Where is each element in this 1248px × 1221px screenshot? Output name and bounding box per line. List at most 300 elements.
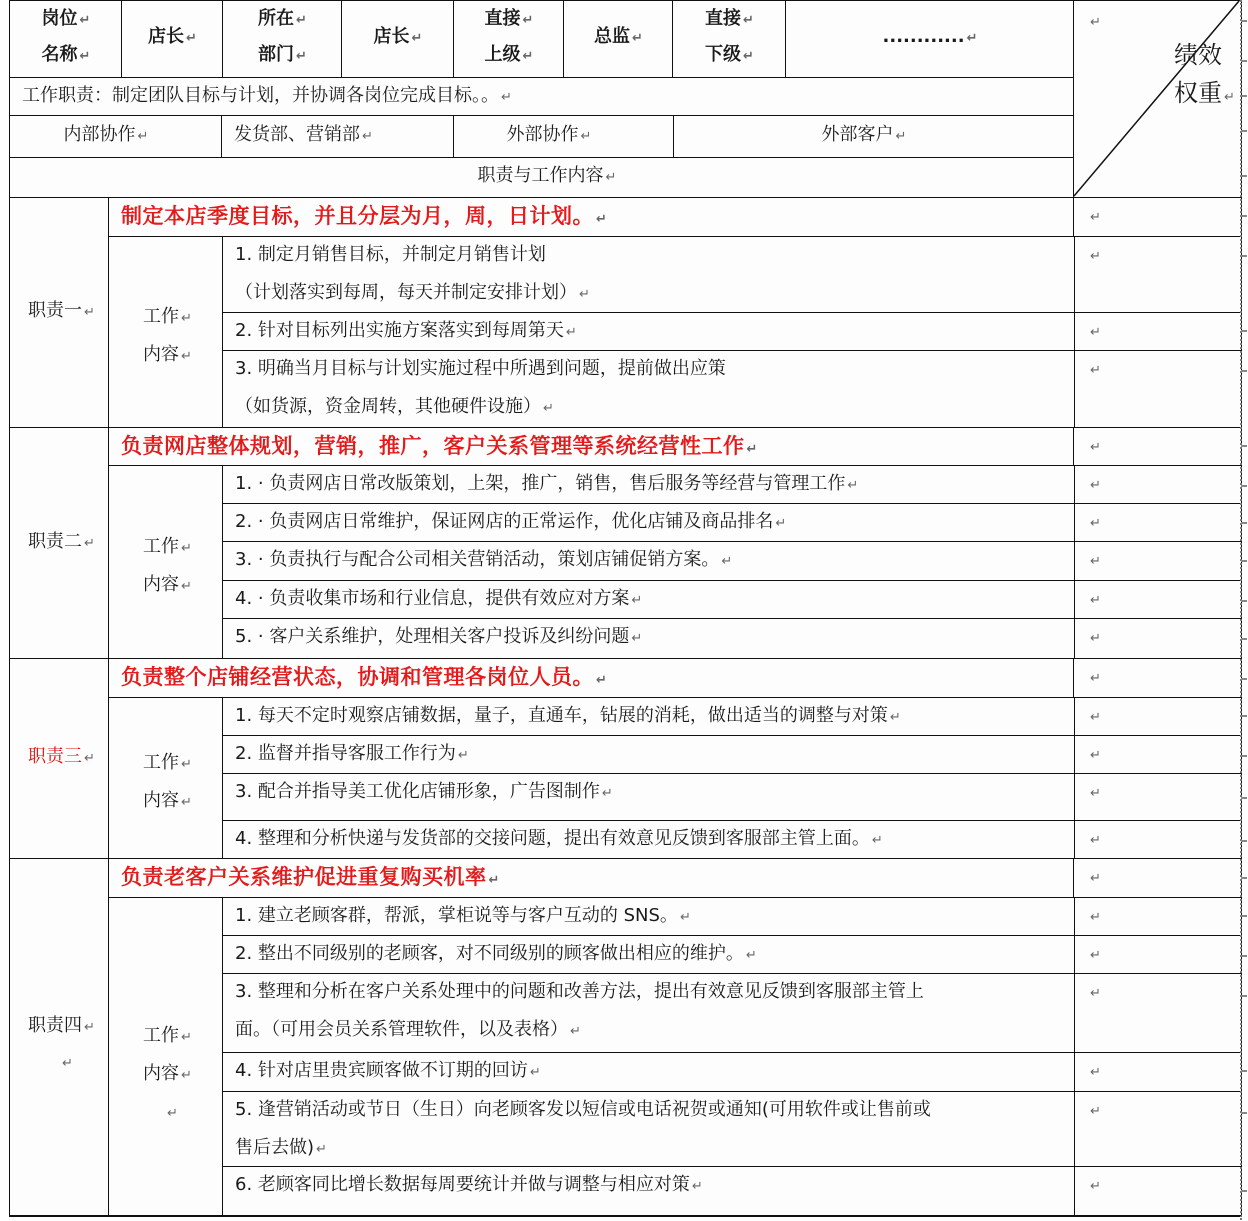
weight-input-cell[interactable] bbox=[1073, 541, 1242, 582]
duty-item-line-text: 2. 针对目标列出实施方案落实到每周第天 bbox=[235, 320, 564, 341]
work-content-label-cell bbox=[108, 897, 224, 1217]
duty-item-line bbox=[235, 589, 642, 611]
header-label bbox=[42, 9, 91, 31]
duty-item-line bbox=[235, 1100, 931, 1120]
paragraph-mark-icon: ↵ bbox=[1090, 249, 1101, 264]
section-title-cell bbox=[108, 858, 1075, 899]
row-marker-icon bbox=[1241, 445, 1247, 447]
job-duty-text bbox=[22, 86, 512, 108]
external-coop-label bbox=[507, 125, 592, 147]
paragraph-mark-icon: ↵ bbox=[743, 13, 754, 28]
weight-value bbox=[1088, 245, 1101, 267]
paragraph-mark-icon: ↵ bbox=[1090, 1179, 1101, 1194]
weight-input-cell[interactable] bbox=[1073, 236, 1242, 314]
weight-value bbox=[1088, 1061, 1101, 1083]
duty-item-line-text: 4. · 负责收集市场和行业信息，提供有效应对方案 bbox=[235, 588, 630, 609]
duty-item-cell bbox=[222, 1166, 1075, 1217]
paragraph-mark-icon: ↵ bbox=[137, 129, 149, 144]
duty-item-line-text: 4. 整理和分析快递与发货部的交接问题，提出有效意见反馈到客服部主管上面。 bbox=[235, 828, 870, 849]
work-content-label bbox=[143, 791, 192, 813]
paragraph-mark-icon: ↵ bbox=[966, 31, 978, 46]
work-content-label-cell bbox=[108, 236, 224, 429]
paragraph-mark-icon: ↵ bbox=[1090, 948, 1101, 963]
paragraph-mark-icon: ↵ bbox=[1090, 910, 1101, 925]
duty-item-cell bbox=[222, 897, 1075, 937]
duty-item-line-text: 1. 每天不定时观察店铺数据，量子，直通车，钻展的消耗，做出适当的调整与对策 bbox=[235, 705, 888, 726]
header-label bbox=[705, 45, 754, 67]
duty-item-line-text: 6. 老顾客同比增长数据每周要统计并做与调整与相应对策 bbox=[235, 1174, 690, 1195]
paragraph-mark-icon: ↵ bbox=[186, 31, 197, 46]
weight-value bbox=[1088, 982, 1101, 1004]
duty-item-cell bbox=[222, 236, 1075, 314]
paragraph-mark-icon: ↵ bbox=[1090, 631, 1101, 646]
work-content-label-text: 工作 bbox=[143, 751, 179, 773]
work-content-label-text: 内容 bbox=[143, 1063, 179, 1084]
paragraph-mark-icon: ↵ bbox=[1090, 1104, 1101, 1119]
duty-item-line-text: 3. 配合并指导美工优化店铺形象，广告图制作 bbox=[235, 781, 600, 802]
row-marker-icon bbox=[1241, 840, 1247, 842]
coop-cell-internal-coop-value bbox=[221, 115, 455, 159]
duty-item-line bbox=[235, 1061, 541, 1083]
section-title-text: 负责整个店铺经营状态，协调和管理各岗位人员。 bbox=[121, 665, 594, 689]
paragraph-mark-icon: ↵ bbox=[84, 1019, 95, 1035]
section-title-cell bbox=[108, 197, 1075, 238]
duty-item-line bbox=[235, 829, 883, 851]
paragraph-mark-icon: ↵ bbox=[679, 910, 691, 925]
paragraph-mark-icon: ↵ bbox=[596, 673, 608, 688]
paragraph-mark-icon: ↵ bbox=[746, 442, 758, 457]
paragraph-mark-icon: ↵ bbox=[1090, 786, 1101, 801]
duty-item-line-text: 2. · 负责网店日常维护，保证网店的正常运作，优化店铺及商品排名 bbox=[235, 511, 774, 532]
weight-input-cell[interactable] bbox=[1073, 935, 1242, 975]
duty-item-cell bbox=[222, 312, 1075, 352]
paragraph-mark-icon: ↵ bbox=[1090, 554, 1101, 569]
paragraph-mark-icon: ↵ bbox=[1090, 363, 1101, 378]
work-content-label bbox=[143, 307, 192, 329]
paragraph-mark-icon: ↵ bbox=[1090, 210, 1101, 225]
duty-item-line-text: 1. 制定月销售目标，并制定月销售计划 bbox=[235, 244, 546, 265]
weight-header-cell bbox=[1073, 0, 1242, 199]
header-label-text: 部门 bbox=[258, 44, 295, 65]
job-duty-text-text: 工作职责：制定团队目标与计划，并协调各岗位完成目标。。 bbox=[22, 85, 499, 106]
paragraph-mark-icon: ↵ bbox=[181, 1030, 192, 1045]
row-marker-icon bbox=[1241, 995, 1247, 997]
row-marker-icon bbox=[1241, 638, 1247, 640]
header-cell-0 bbox=[9, 0, 123, 79]
work-content-label bbox=[143, 1064, 192, 1086]
row-marker-icon bbox=[1241, 877, 1247, 879]
paragraph-mark-icon: ↵ bbox=[1224, 90, 1235, 105]
paragraph-mark-icon: ↵ bbox=[84, 535, 95, 551]
duty-item-cell bbox=[222, 465, 1075, 505]
header-label bbox=[374, 27, 423, 49]
weight-value bbox=[1088, 359, 1101, 381]
duty-item-line-text: （如货源，资金周转，其他硬件设施） bbox=[235, 396, 541, 417]
weight-input-cell[interactable] bbox=[1073, 312, 1242, 352]
duty-item-line-text: 面。（可用会员关系管理软件，以及表格） bbox=[235, 1019, 568, 1040]
duty-item-cell bbox=[222, 973, 1075, 1054]
paragraph-mark-icon: ↵ bbox=[1090, 325, 1101, 340]
paragraph-mark-icon: ↵ bbox=[596, 212, 608, 227]
paragraph-mark-icon: ↵ bbox=[1090, 593, 1101, 608]
paragraph-mark-icon: ↵ bbox=[601, 786, 613, 801]
section-name bbox=[28, 747, 95, 769]
header-cell-1 bbox=[121, 0, 224, 79]
weight-input-cell[interactable] bbox=[1073, 773, 1242, 822]
section-header-text-text: 职责与工作内容 bbox=[477, 165, 604, 186]
row-marker-icon bbox=[1241, 1112, 1247, 1114]
page-margin-line bbox=[1240, 0, 1242, 1220]
duty-item-line-text: 3. 明确当月目标与计划实施过程中所遇到问题，提前做出应策 bbox=[235, 358, 726, 379]
weight-header-line2-text: 权重 bbox=[1174, 79, 1222, 107]
header-label-text: 直接 bbox=[705, 8, 742, 29]
weight-value bbox=[1088, 667, 1101, 689]
paragraph-mark-icon: ↵ bbox=[580, 129, 592, 144]
duty-item-line bbox=[235, 1020, 581, 1042]
section-title bbox=[121, 204, 607, 232]
row-marker-icon bbox=[1241, 175, 1247, 177]
work-content-extra-mark bbox=[165, 1102, 178, 1124]
header-cell-7 bbox=[785, 0, 1075, 79]
duty-item-cell bbox=[222, 541, 1075, 582]
row-marker-icon bbox=[1241, 1190, 1247, 1192]
work-content-label-text: 内容 bbox=[143, 343, 179, 365]
section-name-cell bbox=[9, 858, 110, 1217]
section-name-text: 职责四 bbox=[28, 1014, 82, 1036]
duty-item-cell bbox=[222, 697, 1075, 737]
header-cell-6 bbox=[672, 0, 787, 79]
work-content-label-text: 工作 bbox=[143, 535, 179, 557]
weight-value bbox=[1088, 782, 1101, 804]
paragraph-mark-icon: ↵ bbox=[1090, 871, 1101, 886]
work-content-label bbox=[143, 575, 192, 597]
weight-value bbox=[1088, 829, 1101, 851]
weight-value bbox=[1088, 867, 1101, 889]
duty-item-line-text: 3. · 负责执行与配合公司相关营销活动，策划店铺促销方案。 bbox=[235, 549, 720, 570]
header-label bbox=[148, 27, 197, 49]
paragraph-mark-icon: ↵ bbox=[1090, 671, 1101, 686]
duty-item-line-text: 1. 建立老顾客群，帮派，掌柜说等与客户互动的 SNS。 bbox=[235, 905, 678, 926]
work-content-label bbox=[143, 537, 192, 559]
duty-item-line bbox=[235, 397, 554, 419]
section-name bbox=[28, 1016, 95, 1038]
duty-item-line bbox=[235, 906, 691, 928]
next-row-edge bbox=[9, 1215, 1241, 1221]
weight-value bbox=[1088, 512, 1101, 534]
section-title bbox=[121, 665, 607, 693]
weight-input-cell[interactable] bbox=[1073, 697, 1242, 737]
header-label bbox=[42, 45, 91, 67]
work-content-label bbox=[143, 1026, 192, 1048]
external-coop-label-text: 外部协作 bbox=[506, 124, 579, 145]
section-name-text: 职责三 bbox=[28, 746, 82, 767]
weight-input-cell[interactable] bbox=[1073, 735, 1242, 775]
weight-value bbox=[1088, 944, 1101, 966]
row-marker-icon bbox=[1241, 255, 1247, 257]
row-marker-icon bbox=[1241, 715, 1247, 717]
paragraph-mark-icon: ↵ bbox=[79, 13, 91, 28]
section-title bbox=[121, 865, 500, 893]
paragraph-mark-icon: ↵ bbox=[889, 710, 901, 725]
row-marker-icon bbox=[1241, 915, 1247, 917]
weight-input-cell[interactable] bbox=[1073, 1091, 1242, 1168]
section-title-text: 负责网店整体规划，营销，推广，客户关系管理等系统经营性工作 bbox=[121, 434, 745, 458]
paragraph-mark-icon: ↵ bbox=[181, 578, 192, 594]
work-content-label-text: 工作 bbox=[143, 1025, 179, 1046]
duty-item-line-text: 1. · 负责网店日常改版策划，上架，推广，销售，售后服务等经营与管理工作 bbox=[235, 473, 846, 494]
duty-item-cell bbox=[222, 1052, 1075, 1093]
weight-input-cell[interactable] bbox=[1073, 197, 1242, 238]
paragraph-mark-icon: ↵ bbox=[1090, 710, 1101, 725]
header-label-text: 岗位 bbox=[41, 8, 78, 29]
row-marker-icon bbox=[1241, 797, 1247, 799]
duty-item-cell bbox=[222, 580, 1075, 620]
duty-item-line-text: （计划落实到每周，每天并制定安排计划） bbox=[235, 282, 577, 303]
header-cell-5 bbox=[563, 0, 674, 79]
section-name bbox=[28, 301, 95, 323]
paragraph-mark-icon: ↵ bbox=[1090, 516, 1101, 531]
row-marker-icon bbox=[1241, 522, 1247, 524]
duty-item-cell bbox=[222, 820, 1075, 860]
paragraph-mark-icon: ↵ bbox=[631, 593, 643, 608]
duty-item-cell bbox=[222, 773, 1075, 822]
weight-input-cell[interactable] bbox=[1073, 465, 1242, 505]
section-name-text: 职责二 bbox=[28, 530, 82, 552]
work-content-label bbox=[143, 345, 192, 367]
paragraph-mark-icon: ↵ bbox=[181, 540, 192, 556]
paragraph-mark-icon: ↵ bbox=[167, 1106, 178, 1121]
duty-item-cell bbox=[222, 503, 1075, 543]
internal-coop-value-text: 发货部、营销部 bbox=[234, 124, 360, 145]
header-label-text: 上级 bbox=[484, 44, 521, 65]
paragraph-mark-icon-text: ↵ bbox=[1090, 15, 1101, 30]
section-header-text bbox=[478, 166, 617, 188]
row-marker-icon bbox=[1241, 215, 1247, 217]
section-title bbox=[121, 434, 758, 462]
duty-item-cell bbox=[222, 1091, 1075, 1168]
section-title-cell bbox=[108, 427, 1075, 467]
paragraph-mark-icon: ↵ bbox=[529, 1065, 541, 1080]
weight-input-cell[interactable] bbox=[1073, 858, 1242, 899]
row-marker-icon bbox=[1241, 678, 1247, 680]
weight-input-cell[interactable] bbox=[1073, 618, 1242, 660]
paragraph-mark-icon: ↵ bbox=[181, 310, 192, 326]
paragraph-mark-icon: ↵ bbox=[775, 516, 787, 531]
paragraph-mark-icon: ↵ bbox=[79, 49, 91, 64]
paragraph-mark-icon: ↵ bbox=[570, 1024, 581, 1039]
paragraph-mark-icon: ↵ bbox=[1090, 1065, 1101, 1080]
header-label-text: ............ bbox=[882, 26, 965, 47]
paragraph-mark-icon: ↵ bbox=[847, 478, 859, 493]
duty-item-cell bbox=[222, 618, 1075, 660]
weight-value bbox=[1088, 744, 1101, 766]
duty-item-line bbox=[235, 1138, 327, 1160]
paragraph-mark-icon: ↵ bbox=[181, 794, 192, 810]
header-label bbox=[485, 9, 534, 31]
paragraph-mark-icon: ↵ bbox=[181, 348, 192, 364]
weight-input-cell[interactable] bbox=[1073, 658, 1242, 699]
weight-input-cell[interactable] bbox=[1073, 580, 1242, 620]
duty-item-line bbox=[235, 321, 577, 343]
duty-item-line bbox=[235, 512, 786, 534]
duty-item-line bbox=[235, 1175, 703, 1197]
header-label-text: 下级 bbox=[705, 44, 742, 65]
section-header-row bbox=[9, 157, 1075, 199]
paragraph-mark-icon: ↵ bbox=[522, 49, 534, 64]
row-marker-icon bbox=[1241, 955, 1247, 957]
weight-value bbox=[1088, 1100, 1101, 1122]
header-label-text: 店长 bbox=[373, 26, 410, 47]
paragraph-mark-icon: ↵ bbox=[362, 129, 373, 144]
weight-value bbox=[1088, 436, 1101, 458]
header-label bbox=[258, 9, 307, 31]
paragraph-mark-icon: ↵ bbox=[1090, 440, 1101, 455]
coop-cell-internal-coop-label bbox=[9, 115, 223, 159]
duty-item-line-text: 售后去做) bbox=[235, 1137, 315, 1158]
weight-value bbox=[1088, 206, 1101, 228]
duty-item-line-text: 2. 整出不同级别的老顾客，对不同级别的顾客做出相应的维护。 bbox=[235, 943, 744, 964]
header-label bbox=[485, 45, 534, 67]
header-label bbox=[883, 27, 978, 49]
external-coop-value bbox=[822, 125, 907, 147]
section-title-cell bbox=[108, 658, 1075, 699]
weight-value bbox=[1088, 474, 1101, 496]
paragraph-mark-icon: ↵ bbox=[62, 1055, 73, 1071]
paragraph-mark-icon: ↵ bbox=[745, 948, 757, 963]
duty-item-cell bbox=[222, 350, 1075, 429]
header-label-text: 所在 bbox=[258, 8, 295, 29]
weight-value bbox=[1088, 706, 1101, 728]
header-label-text: 店长 bbox=[148, 26, 185, 47]
header-label bbox=[594, 27, 643, 49]
paragraph-mark-icon: ↵ bbox=[871, 833, 883, 848]
paragraph-mark-icon: ↵ bbox=[579, 287, 590, 302]
coop-cell-external-coop-label bbox=[453, 115, 675, 159]
internal-coop-label-text: 内部协作 bbox=[63, 124, 136, 145]
row-marker-icon bbox=[1241, 20, 1247, 22]
row-marker-icon bbox=[1241, 755, 1247, 757]
row-marker-icon bbox=[1241, 330, 1247, 332]
paragraph-mark-icon: ↵ bbox=[631, 631, 643, 646]
row-marker-icon bbox=[1241, 560, 1247, 562]
paragraph-mark-icon: ↵ bbox=[501, 90, 512, 105]
duty-item-cell bbox=[222, 735, 1075, 775]
work-content-label-cell bbox=[108, 697, 224, 860]
work-content-label-cell bbox=[108, 465, 224, 660]
duty-item-line bbox=[235, 706, 901, 728]
weight-input-cell[interactable] bbox=[1073, 350, 1242, 429]
weight-input-cell[interactable] bbox=[1073, 503, 1242, 543]
header-label-text: 名称 bbox=[41, 44, 78, 65]
paragraph-mark-icon: ↵ bbox=[1090, 478, 1101, 493]
weight-input-cell[interactable] bbox=[1073, 820, 1242, 860]
duty-item-cell bbox=[222, 935, 1075, 975]
row-marker-icon bbox=[1241, 130, 1247, 132]
weight-value bbox=[1088, 550, 1101, 572]
paragraph-mark-icon: ↵ bbox=[316, 1142, 327, 1157]
section-name-cell bbox=[9, 197, 110, 429]
weight-input-cell[interactable] bbox=[1073, 973, 1242, 1054]
work-content-label bbox=[143, 753, 192, 775]
paragraph-mark-icon: ↵ bbox=[181, 756, 192, 772]
weight-header-line1 bbox=[1174, 41, 1222, 69]
internal-coop-value bbox=[234, 125, 373, 147]
paragraph-mark-icon: ↵ bbox=[721, 554, 733, 569]
paragraph-mark-icon: ↵ bbox=[691, 1179, 703, 1194]
paragraph-mark-icon: ↵ bbox=[84, 305, 95, 320]
section-name bbox=[28, 532, 95, 554]
header-label-text: 总监 bbox=[594, 26, 631, 47]
section-name-cell bbox=[9, 658, 110, 860]
paragraph-mark-icon: ↵ bbox=[1090, 833, 1101, 848]
work-content-label-text: 工作 bbox=[143, 305, 179, 327]
weight-header-line1-text: 绩效 bbox=[1174, 41, 1222, 69]
header-cell-2 bbox=[222, 0, 343, 79]
duty-item-line bbox=[235, 474, 858, 496]
paragraph-mark-icon: ↵ bbox=[411, 31, 423, 46]
duty-item-line bbox=[235, 944, 757, 966]
weight-value bbox=[1088, 589, 1101, 611]
header-label-text: 直接 bbox=[484, 8, 521, 29]
duty-item-line bbox=[235, 550, 732, 572]
weight-value bbox=[1088, 1175, 1101, 1197]
paragraph-mark-icon: ↵ bbox=[543, 401, 554, 416]
internal-coop-label bbox=[64, 125, 149, 147]
section-title-text: 制定本店季度目标，并且分层为月，周，日计划。 bbox=[121, 204, 594, 228]
row-marker-icon bbox=[1241, 95, 1247, 97]
paragraph-mark-icon: ↵ bbox=[522, 13, 534, 28]
work-content-label-text: 内容 bbox=[143, 789, 179, 811]
duty-item-line bbox=[235, 782, 613, 804]
paragraph-mark-icon: ↵ bbox=[488, 873, 500, 888]
weight-input-cell[interactable] bbox=[1073, 897, 1242, 937]
duty-item-line bbox=[235, 982, 924, 1002]
header-label bbox=[258, 45, 307, 67]
duty-item-line-text: 3. 整理和分析在客户关系处理中的问题和改善方法，提出有效意见反馈到客服部主管上 bbox=[235, 981, 924, 1002]
header-cell-4 bbox=[453, 0, 565, 79]
paragraph-mark-icon: ↵ bbox=[565, 325, 577, 340]
section-name-text: 职责一 bbox=[28, 300, 82, 321]
duty-item-line-text: 2. 监督并指导客服工作行为 bbox=[235, 743, 456, 764]
paragraph-mark-icon: ↵ bbox=[895, 129, 907, 144]
duty-item-line-text: 5. 逢营销活动或节日（生日）向老顾客发以短信或电话祝贺或通知(可用软件或让售前或 bbox=[235, 1099, 931, 1120]
weight-value bbox=[1088, 321, 1101, 343]
section-name-cell bbox=[9, 427, 110, 660]
paragraph-mark-icon: ↵ bbox=[296, 49, 307, 64]
paragraph-mark-icon: ↵ bbox=[605, 170, 617, 185]
header-cell-3 bbox=[341, 0, 455, 79]
section-name-extra-mark bbox=[60, 1052, 73, 1074]
paragraph-mark-icon: ↵ bbox=[632, 31, 643, 46]
duty-item-line bbox=[235, 245, 546, 265]
paragraph-mark-icon: ↵ bbox=[1090, 986, 1101, 1001]
external-coop-value-text: 外部客户 bbox=[821, 124, 894, 145]
duty-item-line-text: 5. · 客户关系维护，处理相关客户投诉及纠纷问题 bbox=[235, 626, 630, 647]
paragraph-mark-icon: ↵ bbox=[296, 13, 307, 28]
paragraph-mark-icon: ↵ bbox=[743, 49, 754, 64]
weight-input-cell[interactable] bbox=[1073, 1166, 1242, 1217]
row-marker-icon bbox=[1241, 370, 1247, 372]
weight-input-cell[interactable] bbox=[1073, 427, 1242, 467]
paragraph-mark-icon: ↵ bbox=[84, 751, 95, 766]
row-marker-icon bbox=[1241, 1070, 1247, 1072]
weight-header-line2 bbox=[1174, 79, 1235, 112]
weight-value bbox=[1088, 906, 1101, 928]
job-duty-row bbox=[9, 77, 1075, 117]
weight-input-cell[interactable] bbox=[1073, 1052, 1242, 1093]
work-content-label-text: 内容 bbox=[143, 573, 179, 595]
paragraph-mark-icon: ↵ bbox=[1090, 748, 1101, 763]
